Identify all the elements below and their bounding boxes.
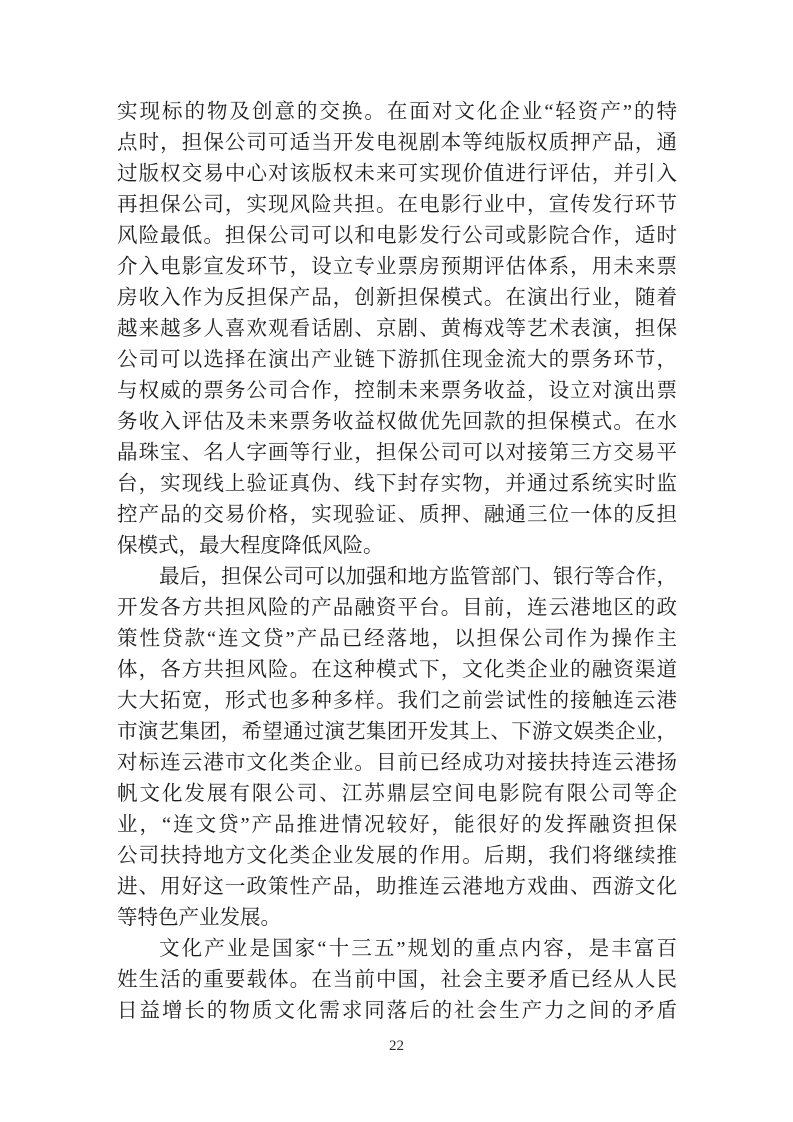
text-line: 体，各方共担风险。在这种模式下，文化类企业的融资渠道: [117, 659, 677, 681]
text-line: 进、用好这一政策性产品，助推连云港地方戏曲、西游文化: [117, 876, 677, 898]
text-line: 开发各方共担风险的产品融资平台。目前，连云港地区的政: [117, 597, 677, 619]
text-line: 台，实现线上验证真伪、线下封存实物，并通过系统实时监: [117, 473, 677, 495]
text-line: 风险最低。担保公司可以和电影发行公司或影院合作，适时: [117, 225, 677, 247]
text-line: 务收入评估及未来票务收益权做优先回款的担保模式。在水: [117, 411, 677, 433]
text-line: 与权威的票务公司合作，控制未来票务收益，设立对演出票: [117, 380, 677, 402]
text-line: 过版权交易中心对该版权未来可实现价值进行评估，并引入: [117, 163, 677, 185]
text-line: 姓生活的重要载体。在当前中国，社会主要矛盾已经从人民: [117, 969, 677, 991]
text-line: 越来越多人喜欢观看话剧、京剧、黄梅戏等艺术表演，担保: [117, 318, 677, 340]
text-line: 房收入作为反担保产品，创新担保模式。在演出行业，随着: [117, 287, 677, 309]
text-line: 对标连云港市文化类企业。目前已经成功对接扶持连云港扬: [117, 752, 677, 774]
text-line: 策性贷款“连文贷”产品已经落地，以担保公司作为操作主: [117, 628, 677, 650]
text-line: 日益增长的物质文化需求同落后的社会生产力之间的矛盾: [117, 1000, 677, 1022]
text-line: 等特色产业发展。: [117, 907, 281, 929]
body-text: [117, 97, 677, 1027]
page-number: 22: [389, 1038, 404, 1054]
text-line: 帆文化发展有限公司、江苏鼎层空间电影院有限公司等企: [117, 783, 677, 805]
text-line: 实现标的物及创意的交换。在面对文化企业“轻资产”的特: [117, 101, 677, 123]
text-line: 公司可以选择在演出产业链下游抓住现金流大的票务环节，: [117, 349, 677, 371]
text-line: 保模式，最大程度降低风险。: [117, 535, 384, 557]
text-line: 业，“连文贷”产品推进情况较好，能很好的发挥融资担保: [117, 814, 677, 836]
text-line: 再担保公司，实现风险共担。在电影行业中，宣传发行环节: [117, 194, 677, 216]
text-line: 公司扶持地方文化类企业发展的作用。后期，我们将继续推: [117, 845, 677, 867]
text-line: 介入电影宣发环节，设立专业票房预期评估体系，用未来票: [117, 256, 677, 278]
text-line: 点时，担保公司可适当开发电视剧本等纯版权质押产品，通: [117, 132, 677, 154]
text-line: 市演艺集团，希望通过演艺集团开发其上、下游文娱类企业，: [117, 721, 677, 743]
text-line: 控产品的交易价格，实现验证、质押、融通三位一体的反担: [117, 504, 677, 526]
text-line: 晶珠宝、名人字画等行业，担保公司可以对接第三方交易平: [117, 442, 677, 464]
text-line: 最后，担保公司可以加强和地方监管部门、银行等合作，: [159, 566, 677, 588]
text-line: 大大拓宽，形式也多种多样。我们之前尝试性的接触连云港: [117, 690, 677, 712]
text-line: 文化产业是国家“十三五”规划的重点内容，是丰富百: [159, 938, 677, 960]
